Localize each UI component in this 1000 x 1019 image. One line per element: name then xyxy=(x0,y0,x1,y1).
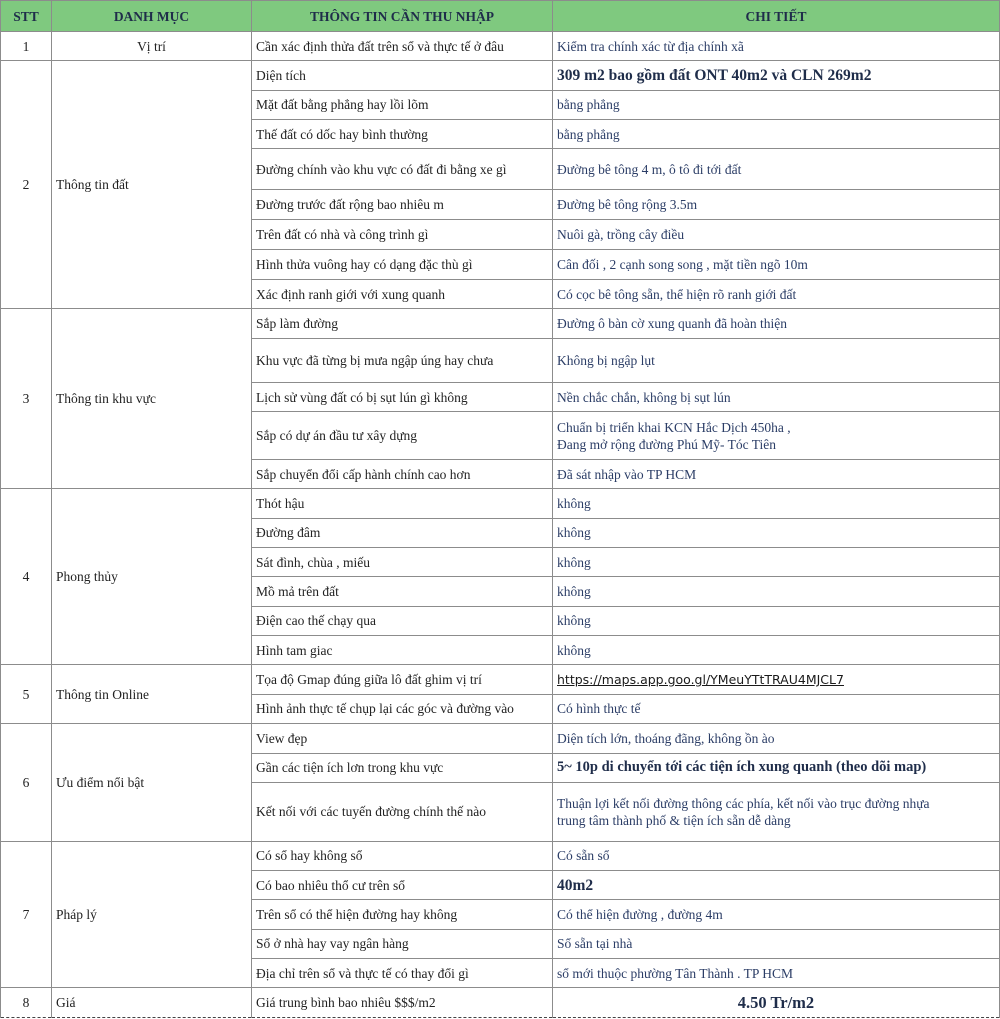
info-cell: Điện cao thế chạy qua xyxy=(252,606,553,635)
info-cell: Trên đất có nhà và công trình gì xyxy=(252,220,553,249)
info-cell: Giá trung bình bao nhiêu $$$/m2 xyxy=(252,988,553,1018)
table-row xyxy=(1,988,1000,1018)
detail-cell: không xyxy=(553,606,1000,635)
detail-line-1: Chuẩn bị triển khai KCN Hắc Dịch 450ha , xyxy=(557,419,791,435)
info-cell: Hình tam giac xyxy=(252,636,553,665)
detail-cell: Đường bê tông rộng 3.5m xyxy=(553,189,1000,219)
info-cell: Địa chỉ trên sổ và thực tế có thay đổi gì xyxy=(252,958,553,987)
header-row xyxy=(1,1,1000,32)
info-cell: Đường trước đất rộng bao nhiêu m xyxy=(252,189,553,219)
detail-cell: Nuôi gà, trồng cây điều xyxy=(553,220,1000,249)
header-category: DANH MỤC xyxy=(52,1,252,32)
detail-line-1: Thuận lợi kết nối đường thông các phía, kết nối vào trục đường nhựa xyxy=(557,795,930,811)
detail-cell: Không bị ngập lụt xyxy=(553,338,1000,383)
price-value: 4.50 Tr/m2 xyxy=(553,988,1000,1018)
detail-cell[interactable] xyxy=(553,665,1000,694)
stt-cell: 3 xyxy=(1,309,52,489)
detail-cell: Có cọc bê tông sẵn, thể hiện rõ ranh giới đất xyxy=(553,279,1000,308)
category-cell: Thông tin khu vực xyxy=(52,309,252,489)
table-row xyxy=(1,841,1000,870)
stt-cell: 5 xyxy=(1,665,52,724)
info-cell: Sắp có dự án đầu tư xây dựng xyxy=(252,412,553,460)
table-row xyxy=(1,309,1000,338)
info-cell: Sắp làm đường xyxy=(252,309,553,338)
category-cell: Phong thủy xyxy=(52,489,252,665)
info-cell: Cần xác định thửa đất trên sổ và thực tế ở đâu xyxy=(252,32,553,61)
info-cell: Khu vực đã từng bị mưa ngập úng hay chưa xyxy=(252,338,553,383)
info-cell: Sổ ở nhà hay vay ngân hàng xyxy=(252,929,553,958)
table-row xyxy=(1,724,1000,753)
detail-cell: Nền chắc chắn, không bị sụt lún xyxy=(553,383,1000,412)
stt-cell: 1 xyxy=(1,32,52,61)
detail-cell: bằng phẳng xyxy=(553,90,1000,119)
info-cell: Diện tích xyxy=(252,61,553,90)
detail-cell: 309 m2 bao gồm đất ONT 40m2 và CLN 269m2 xyxy=(553,61,1000,90)
detail-cell: Kiểm tra chính xác từ địa chính xã xyxy=(553,32,1000,61)
category-cell: Vị trí xyxy=(52,32,252,61)
detail-cell: Diện tích lớn, thoáng đãng, không ồn ào xyxy=(553,724,1000,753)
header-stt: STT xyxy=(1,1,52,32)
table-row xyxy=(1,665,1000,694)
detail-cell: Có thể hiện đường , đường 4m xyxy=(553,900,1000,929)
stt-cell: 4 xyxy=(1,489,52,665)
header-info: THÔNG TIN CẦN THU NHẬP xyxy=(252,1,553,32)
detail-line-2: trung tâm thành phố & tiện ích sẵn dễ dàng xyxy=(557,812,791,828)
detail-cell: Đường bê tông 4 m, ô tô đi tới đất xyxy=(553,149,1000,189)
table-row xyxy=(1,32,1000,61)
info-cell: Tọa độ Gmap đúng giữa lô đất ghim vị trí xyxy=(252,665,553,694)
info-cell: Mặt đất bằng phẳng hay lồi lõm xyxy=(252,90,553,119)
info-cell: Lịch sử vùng đất có bị sụt lún gì không xyxy=(252,383,553,412)
category-cell: Thông tin Online xyxy=(52,665,252,724)
detail-cell: bằng phẳng xyxy=(553,120,1000,149)
stt-cell: 2 xyxy=(1,61,52,309)
info-cell: Kết nối với các tuyến đường chính thế nào xyxy=(252,782,553,841)
info-cell: Có bao nhiêu thổ cư trên sổ xyxy=(252,870,553,899)
detail-cell: Đã sát nhập vào TP HCM xyxy=(553,460,1000,489)
detail-cell: Có sẵn sổ xyxy=(553,841,1000,870)
info-cell: Hình thửa vuông hay có dạng đặc thù gì xyxy=(252,249,553,279)
stt-cell: 7 xyxy=(1,841,52,988)
table-row xyxy=(1,489,1000,518)
info-cell: Thế đất có dốc hay bình thường xyxy=(252,120,553,149)
info-cell: Xác định ranh giới với xung quanh xyxy=(252,279,553,308)
detail-cell: không xyxy=(553,489,1000,518)
info-cell: Có sổ hay không sổ xyxy=(252,841,553,870)
category-cell: Giá xyxy=(52,988,252,1018)
stt-cell: 6 xyxy=(1,724,52,841)
info-cell: Sắp chuyển đổi cấp hành chính cao hơn xyxy=(252,460,553,489)
detail-cell: Có hình thực tế xyxy=(553,694,1000,723)
detail-cell: không xyxy=(553,577,1000,606)
detail-cell: Sổ sẵn tại nhà xyxy=(553,929,1000,958)
header-detail: CHI TIẾT xyxy=(553,1,1000,32)
info-cell: Gần các tiện ích lơn trong khu vực xyxy=(252,753,553,782)
info-cell: Đường chính vào khu vực có đất đi bằng xe gì xyxy=(252,149,553,189)
info-cell: Hình ảnh thực tế chụp lại các góc và đường vào xyxy=(252,694,553,723)
detail-line-2: Đang mở rộng đường Phú Mỹ- Tóc Tiên xyxy=(557,436,776,452)
gmap-link[interactable]: https://maps.app.goo.gl/YMeuYTtTRAU4MJCL7 xyxy=(557,672,844,688)
detail-cell: sổ mới thuộc phường Tân Thành . TP HCM xyxy=(553,958,1000,987)
detail-cell: Cân đối , 2 cạnh song song , mặt tiền ngõ 10m xyxy=(553,249,1000,279)
category-cell: Thông tin đất xyxy=(52,61,252,309)
detail-cell: Đường ô bàn cờ xung quanh đã hoàn thiện xyxy=(553,309,1000,338)
info-cell: View đẹp xyxy=(252,724,553,753)
detail-cell: không xyxy=(553,636,1000,665)
detail-cell xyxy=(553,782,1000,841)
category-cell: Pháp lý xyxy=(52,841,252,988)
stt-cell: 8 xyxy=(1,988,52,1018)
detail-cell xyxy=(553,412,1000,460)
table-row xyxy=(1,61,1000,90)
info-cell: Thót hậu xyxy=(252,489,553,518)
info-cell: Mồ mả trên đất xyxy=(252,577,553,606)
info-cell: Đường đâm xyxy=(252,518,553,547)
detail-cell: không xyxy=(553,518,1000,547)
info-cell: Sát đình, chùa , miếu xyxy=(252,548,553,577)
detail-cell: 40m2 xyxy=(553,870,1000,899)
detail-cell: 5~ 10p di chuyển tới các tiện ích xung quanh (theo dõi map) xyxy=(553,753,1000,782)
info-cell: Trên sổ có thể hiện đường hay không xyxy=(252,900,553,929)
category-cell: Ưu điểm nổi bật xyxy=(52,724,252,841)
detail-cell: không xyxy=(553,548,1000,577)
